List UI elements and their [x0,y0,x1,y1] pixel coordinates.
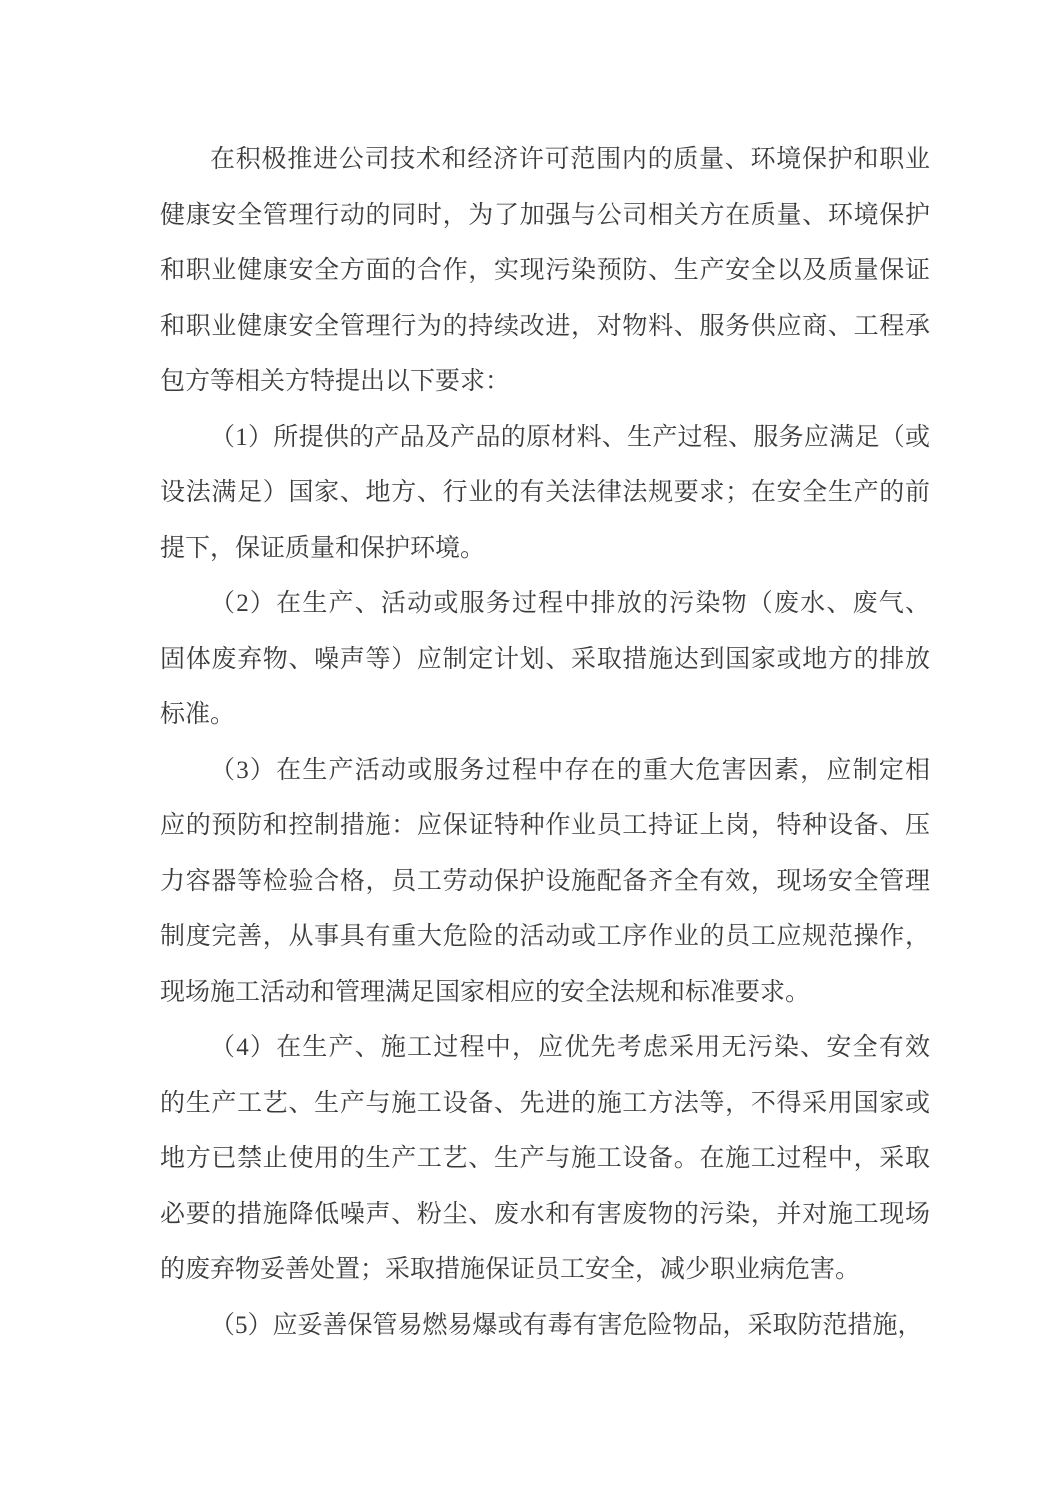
paragraph [160,743,930,1021]
text-line: 设法满足）国家、地方、行业的有关法律法规要求；在安全生产的前 [160,479,930,506]
text-line: 标准。 [160,701,236,728]
text-line: 应的预防和控制措施：应保证特种作业员工持证上岗，特种设备、压 [160,812,930,839]
text-line: 固体废弃物、噪声等）应制定计划、采取措施达到国家或地方的排放 [160,645,930,673]
text-line: 的生产工艺、生产与施工设备、先进的施工方法等，不得采用国家或 [160,1089,930,1117]
text-line: 包方等相关方特提出以下要求： [160,368,511,395]
paragraph [160,1298,930,1354]
text-line: （1）所提供的产品及产品的原材料、生产过程、服务应满足（或 [210,423,930,451]
text-line: （2）在生产、活动或服务过程中排放的污染物（废水、废气、 [210,590,930,617]
text-line: 必要的措施降低噪声、粉尘、废水和有害废物的污染，并对施工现场 [160,1200,930,1228]
text-line: 力容器等检验合格，员工劳动保护设施配备齐全有效，现场安全管理 [160,867,930,895]
text-line: 健康安全管理行动的同时，为了加强与公司相关方在质量、环境保护 [160,201,930,229]
document-body [160,132,930,1353]
text-line: 和职业健康安全方面的合作，实现污染预防、生产安全以及质量保证 [160,257,930,284]
paragraph [160,1020,930,1298]
text-line: 和职业健康安全管理行为的持续改进，对物料、服务供应商、工程承 [160,312,930,340]
paragraph [160,132,930,410]
text-line: 现场施工活动和管理满足国家相应的安全法规和标准要求。 [160,978,811,1006]
text-line: 地方已禁止使用的生产工艺、生产与施工设备。在施工过程中，采取 [160,1145,930,1172]
text-line: （5）应妥善保管易燃易爆或有毒有害危险物品，采取防范措施， [210,1311,923,1339]
text-line: 制度完善，从事具有重大危险的活动或工序作业的员工应规范操作， [160,923,930,950]
text-line: 在积极推进公司技术和经济许可范围内的质量、环境保护和职业 [210,146,930,173]
text-line: （4）在生产、施工过程中，应优先考虑采用无污染、安全有效 [210,1034,930,1061]
text-line: （3）在生产活动或服务过程中存在的重大危害因素，应制定相 [210,756,930,784]
text-line: 的废弃物妥善处置；采取措施保证员工安全，减少职业病危害。 [160,1256,861,1283]
paragraph [160,576,930,743]
text-line: 提下，保证质量和保护环境。 [160,534,486,562]
paragraph [160,410,930,577]
